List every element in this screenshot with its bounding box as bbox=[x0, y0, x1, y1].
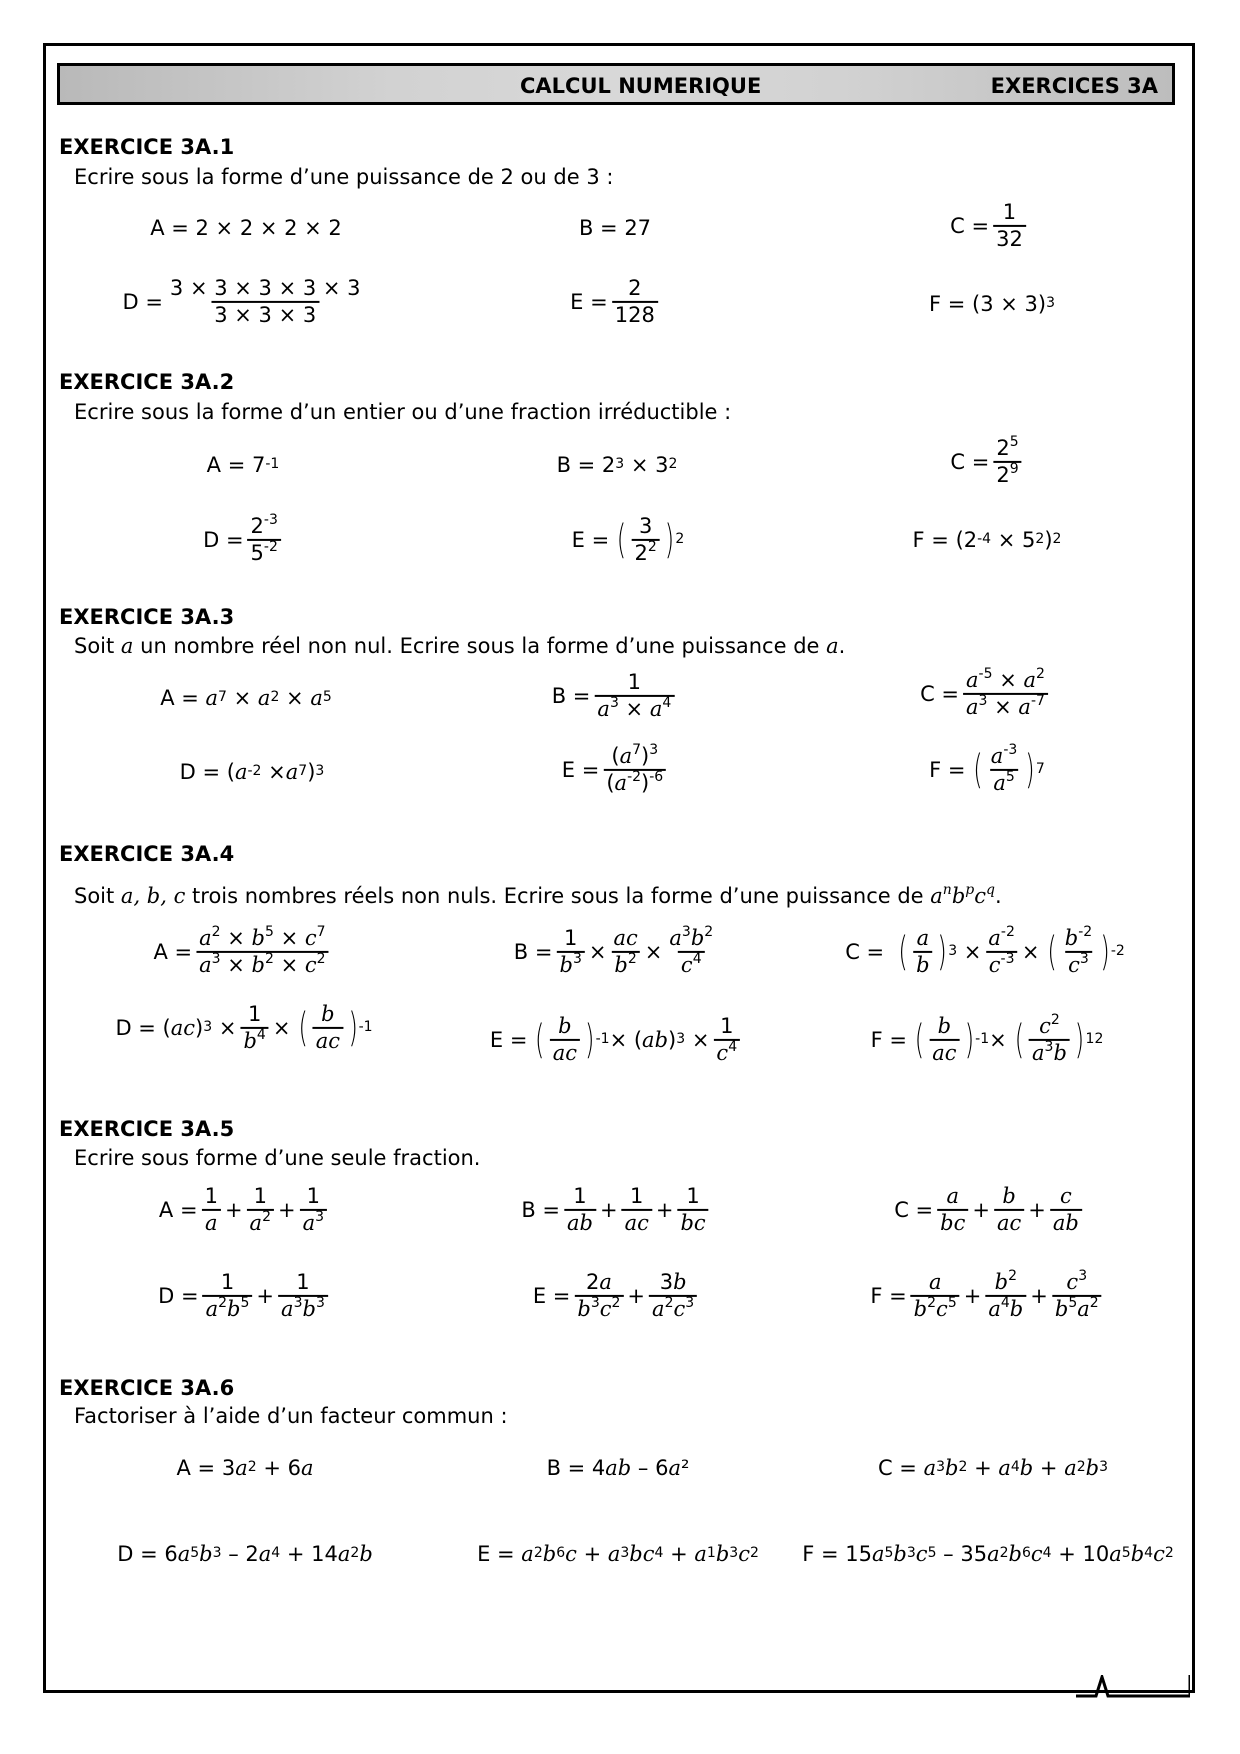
exercise-title: EXERCICE 3A.4 bbox=[59, 842, 235, 866]
expression-d bbox=[122, 277, 367, 327]
expression-c: C = $2^5$ $2^9$ bbox=[950, 437, 1025, 487]
header-exercise-set: EXERCICES 3A bbox=[990, 74, 1158, 98]
fraction: 3b $a^2c^3$ bbox=[649, 1271, 697, 1321]
page-corner-mark bbox=[1076, 1675, 1190, 1699]
numerator: 3 × 3 × 3 × 3 × 3 bbox=[169, 275, 361, 300]
expression-d: D = 1 $a^2b^5$ + 1 $a^3b^3$ bbox=[158, 1271, 332, 1321]
expression-b: B = 1 ab + 1 ac + 1 bc bbox=[521, 1185, 712, 1235]
fraction: b ac bbox=[313, 1003, 343, 1053]
fraction: $2^{-3}$ $5^{-2}$ bbox=[248, 515, 281, 565]
expression-c: C = ( a b ) $^3$ × $a^{-2}$ $c^{-3}$ × ( $b^{-2}$ $c^3$ ) $^{-2}$ bbox=[845, 923, 1125, 977]
expression-b: B = 27 bbox=[578, 216, 652, 240]
expression-b: B = 1 $a^3 \times a^4$ bbox=[552, 671, 679, 721]
expression-e: E = a $^2$ b $^6$ c + a $^3$ bc $^4$ + a $^1$ b $^3$ c $^2$ bbox=[477, 1542, 759, 1566]
fraction: 1 ab bbox=[564, 1185, 596, 1235]
fraction: 2a $b^3c^2$ bbox=[574, 1271, 623, 1321]
expression-d: D = ( a $^{-2}$ × a $^7$ ) $^3$ bbox=[179, 760, 325, 784]
fraction: 1 $a^3$ bbox=[300, 1185, 327, 1235]
fraction: $b^2$ $a^4b$ bbox=[985, 1271, 1026, 1321]
fraction: 3 $2^2$ bbox=[632, 515, 660, 565]
fraction: $(a^7)^3$ $(a^{-2})^{-6}$ bbox=[603, 745, 666, 795]
header-title: CALCUL NUMERIQUE bbox=[520, 74, 762, 98]
expression-d: D = $2^{-3}$ $5^{-2}$ bbox=[203, 515, 285, 565]
expression-a: A = 3 a $^2$ + 6 a bbox=[176, 1456, 314, 1480]
exercise-title: EXERCICE 3A.6 bbox=[59, 1376, 235, 1400]
expression-c: C = a bc + b ac + c ab bbox=[894, 1185, 1086, 1235]
fraction: $b^{-2}$ $c^3$ bbox=[1064, 923, 1093, 977]
expression-d: D = 6 a $^5$ b $^3$ – 2 a $^4$ + 14 a $^2$ b bbox=[117, 1542, 373, 1566]
exercise-title: EXERCICE 3A.1 bbox=[59, 135, 235, 159]
expression-e: E = 2a $b^3c^2$ + 3b $a^2c^3$ bbox=[533, 1271, 701, 1321]
fraction: $2^5$ $2^9$ bbox=[993, 437, 1021, 487]
fraction: 1 $a^3b^3$ bbox=[278, 1271, 328, 1321]
expression-f: F = (2 $^{-4}$ × 5 $^2$ ) $^2$ bbox=[912, 528, 1062, 552]
expression-f: F = a $b^2c^5$ + $b^2$ $a^4b$ + $c^3$ $b^5a^2$ bbox=[870, 1271, 1105, 1321]
expression-f: F = 15 a $^5$ b $^3$ c $^5$ – 35 a $^2$ b $^6$ c $^4$ + 10 a $^5$ b $^4$ c $^2$ bbox=[802, 1542, 1174, 1566]
fraction: 1 ac bbox=[622, 1185, 652, 1235]
fraction: $c^3$ $b^5a^2$ bbox=[1052, 1271, 1102, 1321]
exercise-instruction: Soit a un nombre réel non nul. Ecrire sous la forme d’une puissance de a. bbox=[74, 634, 846, 658]
fraction: 1 $a^3 \times a^4$ bbox=[594, 671, 674, 721]
exercise-title: EXERCICE 3A.5 bbox=[59, 1117, 235, 1141]
expression-f: F = ( b ac ) $^{-1}$ × ( $c^2$ $a^3b$ ) $^{12}$ bbox=[870, 1011, 1104, 1065]
expression-label: E = bbox=[570, 290, 608, 314]
exercise-title: EXERCICE 3A.3 bbox=[59, 605, 235, 629]
expression-b: B = 2 $^3$ × 3 $^2$ bbox=[556, 453, 678, 477]
fraction: 1 bc bbox=[677, 1185, 708, 1235]
exercise-instruction: Ecrire sous la forme d’un entier ou d’une fraction irréductible : bbox=[74, 400, 732, 424]
expression-label: C = bbox=[950, 214, 990, 238]
expression-e: E = ( b ac ) $^{-1}$ × ( ab ) $^3$ × 1 $c^4$ bbox=[490, 1015, 744, 1065]
fraction: $c^2$ $a^3b$ bbox=[1029, 1015, 1070, 1065]
exercise-instruction: Factoriser à l’aide d’un facteur commun : bbox=[74, 1404, 508, 1428]
fraction bbox=[993, 201, 1026, 251]
expression-e: E = $(a^7)^3$ $(a^{-2})^{-6}$ bbox=[562, 745, 670, 795]
fraction: b ac bbox=[550, 1015, 580, 1065]
fraction bbox=[612, 277, 658, 327]
fraction: $a^3b^2$ $c^4$ bbox=[669, 923, 714, 977]
fraction: c ab bbox=[1050, 1185, 1082, 1235]
expression-c: C = a $^3$ b $^2$ + a $^4$ b + a $^2$ b $^3$ bbox=[877, 1456, 1109, 1480]
numerator: 1 bbox=[1002, 199, 1017, 224]
fraction: b ac bbox=[929, 1015, 959, 1065]
fraction bbox=[167, 277, 364, 327]
expression-b: B = 1 $b^3$ × ac $b^2$ × $a^3b^2$ $c^4$ bbox=[514, 927, 720, 977]
fraction: $a^{-5} \times a^2$ $a^3 \times a^{-7}$ bbox=[963, 669, 1048, 719]
expression-f: F = (3 × 3) $^3$ bbox=[928, 292, 1056, 316]
expression-a: A = 2 × 2 × 2 × 2 bbox=[150, 216, 342, 240]
fraction: a b bbox=[913, 927, 932, 977]
expression-c bbox=[950, 201, 1030, 251]
expression-a: A = $a^2 \times b^5 \times c^7$ $a^3 \times b^2 \times c^2$ bbox=[153, 927, 332, 977]
fraction: ac $b^2$ bbox=[610, 927, 640, 977]
denominator: 32 bbox=[993, 225, 1026, 251]
expression-text: F = (3 × 3) bbox=[928, 292, 1047, 316]
expression-a: A = 7 $^{-1}$ bbox=[206, 453, 280, 477]
expression-b: B = 4 ab – 6 a ² bbox=[546, 1456, 690, 1480]
fraction: 1 a bbox=[202, 1185, 221, 1235]
expression-e bbox=[570, 277, 662, 327]
denominator: 3 × 3 × 3 bbox=[211, 301, 319, 327]
exercise-instruction: Ecrire sous la forme d’une puissance de 2 ou de 3 : bbox=[74, 165, 614, 189]
fraction: $a^{-3}$ $a^5$ bbox=[990, 741, 1018, 795]
expression-e: E = ( 3 $2^2$ ) $^2$ bbox=[571, 513, 685, 565]
fraction: $a^2 \times b^5 \times c^7$ $a^3 \times b^2 \times c^2$ bbox=[196, 927, 328, 977]
exercise-instruction: Soit a, b, c trois nombres réels non nuls. Ecrire sous la forme d’une puissance de $a^nb^pc^q$. bbox=[74, 882, 1002, 908]
exercise-title: EXERCICE 3A.2 bbox=[59, 370, 235, 394]
fraction: 1 $b^3$ bbox=[556, 927, 584, 977]
expression-a: A = a $^7$ × a $^2$ × a $^5$ bbox=[160, 686, 332, 710]
exercise-instruction: Ecrire sous forme d’une seule fraction. bbox=[74, 1146, 481, 1170]
fraction: 1 $b^4$ bbox=[240, 1003, 268, 1053]
denominator: 128 bbox=[612, 301, 658, 327]
fraction: $a^{-2}$ $c^{-3}$ bbox=[985, 927, 1018, 977]
fraction: a bc bbox=[937, 1185, 968, 1235]
fraction: 1 $a^2$ bbox=[247, 1185, 274, 1235]
fraction: a $b^2c^5$ bbox=[911, 1271, 960, 1321]
expression-d: D = ( ac ) $^3$ × 1 $b^4$ × ( b ac ) $^{-1}$ bbox=[115, 1001, 373, 1053]
expression-label: D = bbox=[122, 290, 163, 314]
expression-c: C = $a^{-5} \times a^2$ $a^3 \times a^{-7}$ bbox=[920, 669, 1052, 719]
expression-f: F = ( $a^{-3}$ $a^5$ ) $^7$ bbox=[929, 741, 1045, 795]
header-band bbox=[57, 63, 1175, 105]
fraction: 1 $c^4$ bbox=[713, 1015, 740, 1065]
fraction: 1 $a^2b^5$ bbox=[203, 1271, 253, 1321]
expression-a: A = 1 a + 1 $a^2$ + 1 $a^3$ bbox=[159, 1185, 331, 1235]
numerator: 2 bbox=[628, 275, 642, 300]
fraction: b ac bbox=[994, 1185, 1024, 1235]
